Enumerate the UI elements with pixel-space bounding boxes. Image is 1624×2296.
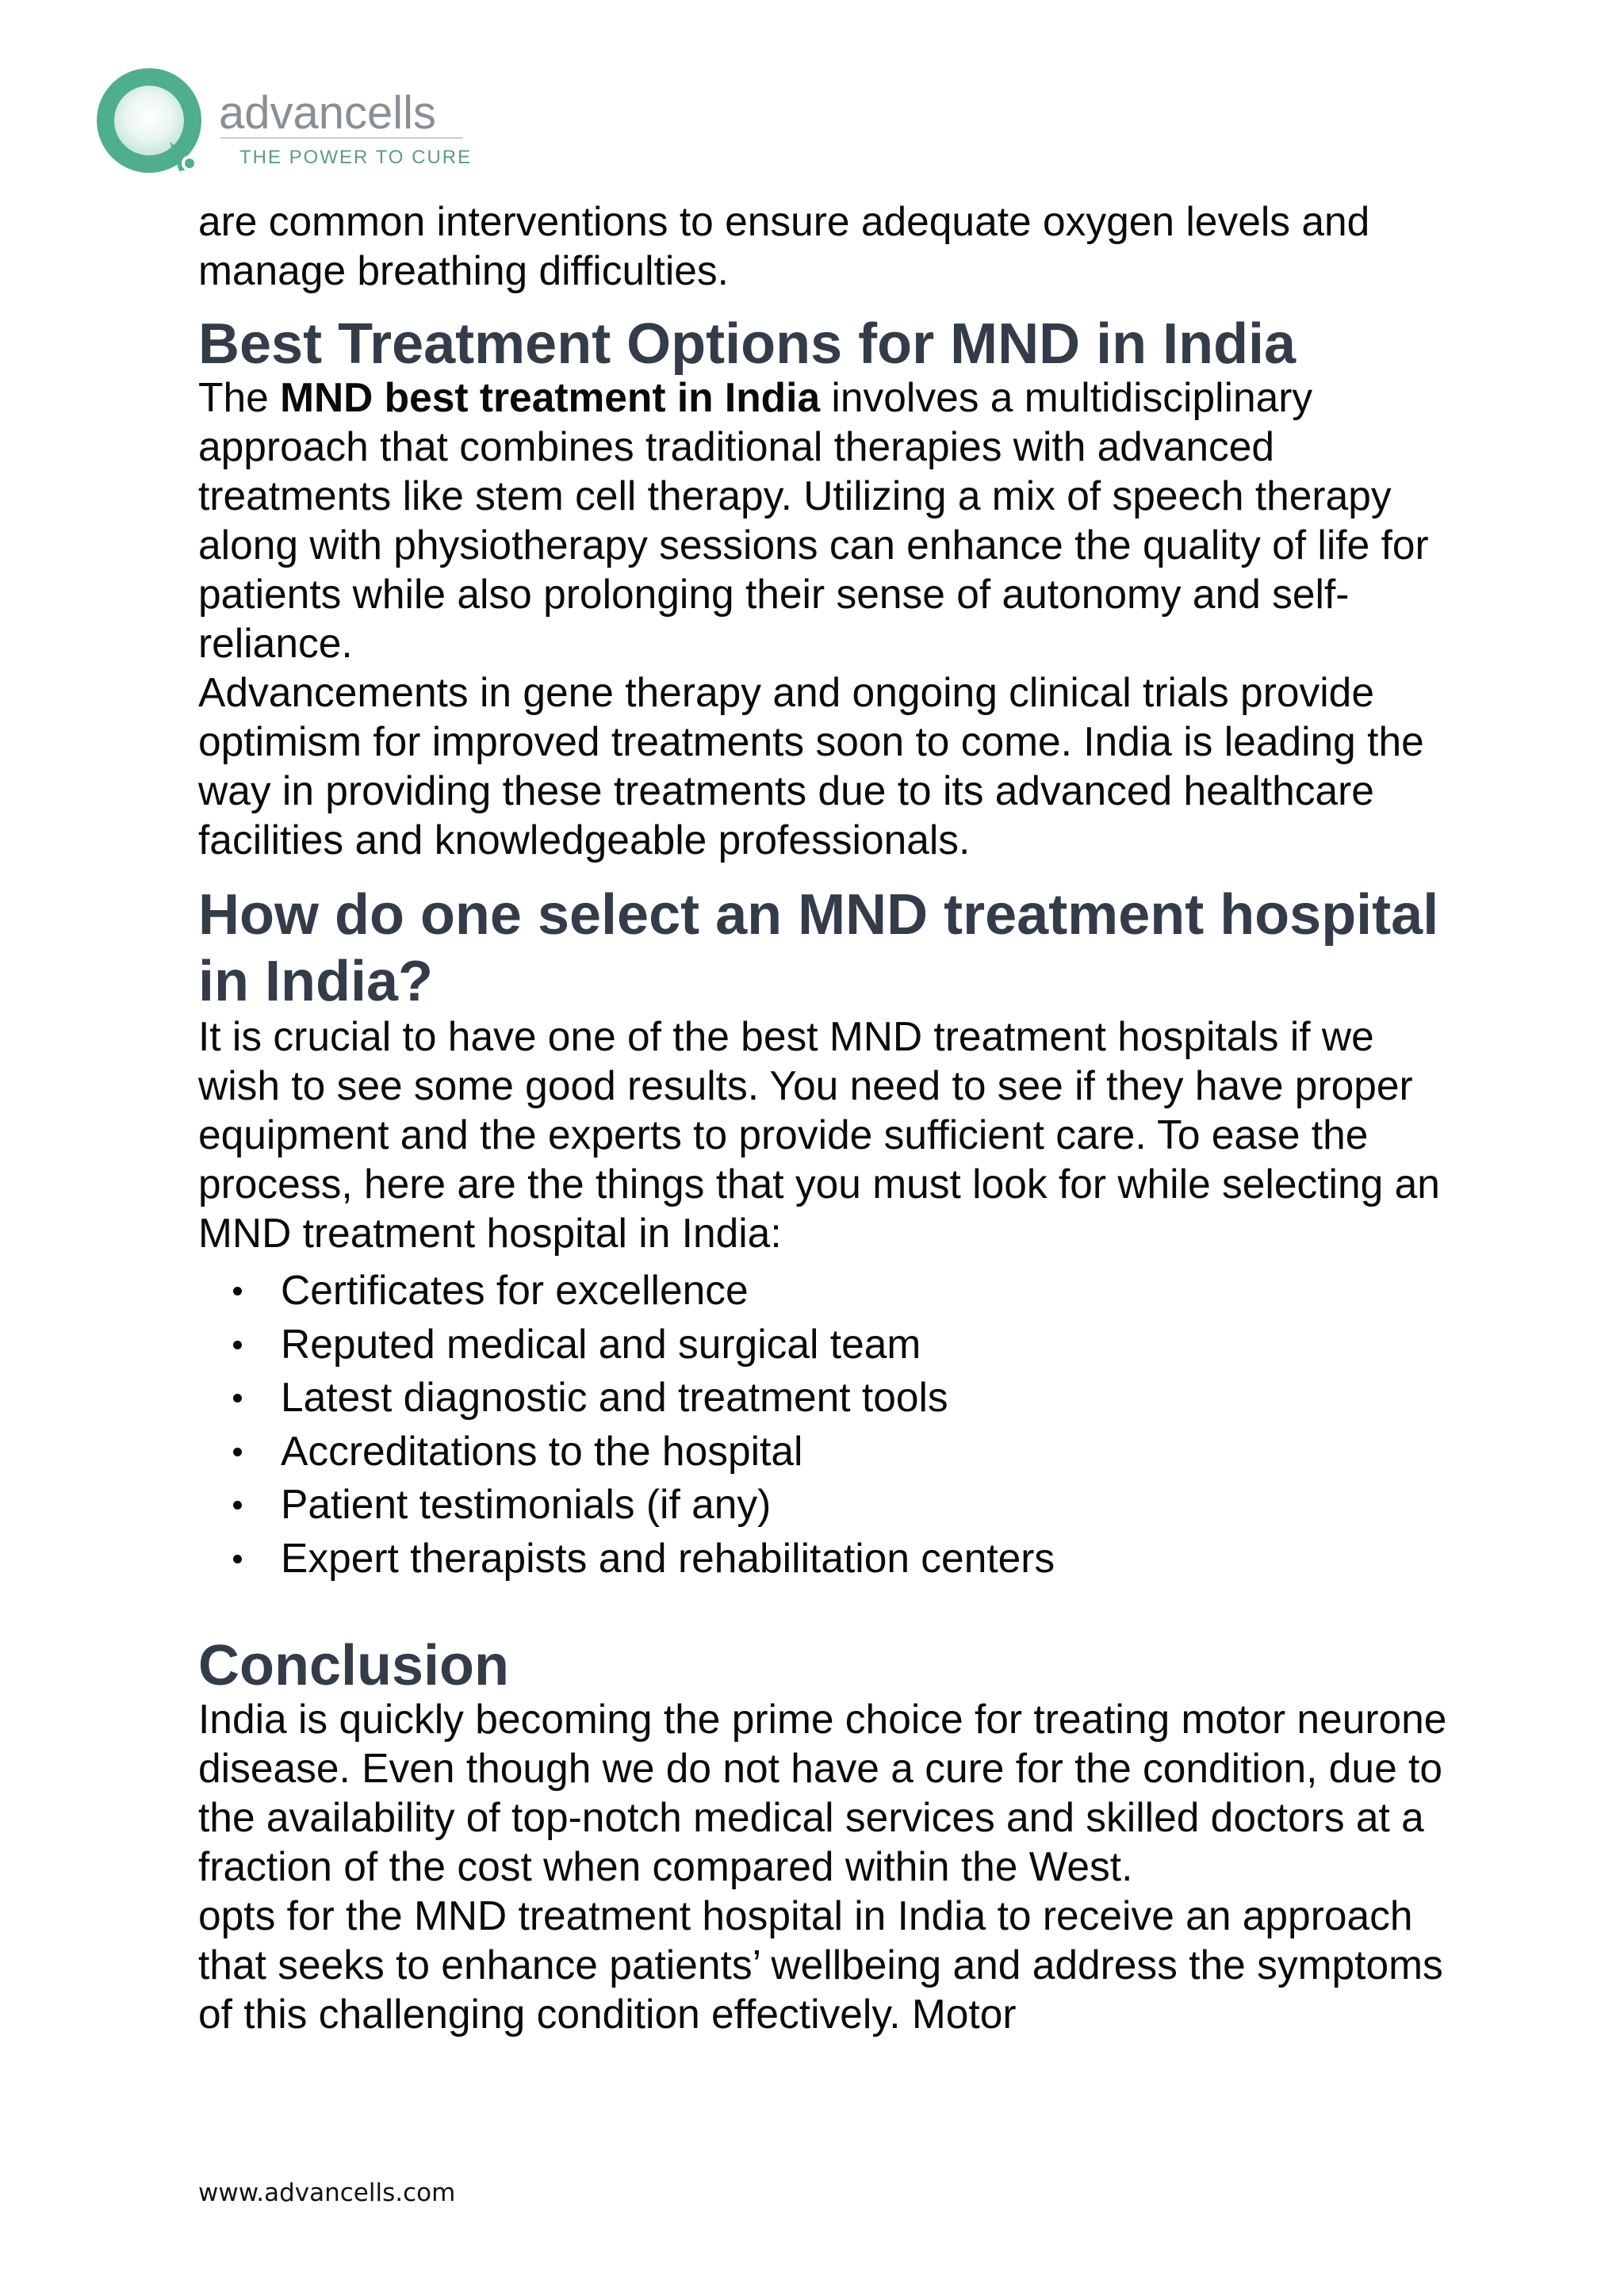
list-item (198, 1532, 1459, 1586)
list-item-text: Expert therapists and rehabilitation centers (281, 1534, 1055, 1581)
list-item (198, 1264, 1459, 1318)
list-item (198, 1371, 1459, 1425)
bullet-icon (233, 1448, 242, 1456)
logo-wordmark: advancells (219, 87, 437, 139)
advancells-logo-icon (94, 65, 474, 184)
bullet-icon (233, 1287, 242, 1295)
list-item (198, 1425, 1459, 1479)
heading-conclusion: Conclusion (198, 1634, 509, 1697)
list-item (198, 1318, 1459, 1372)
conclusion-paragraph-2: opts for the MND treatment hospital in India to receive an approach that seeks to enhance patients’ wellbeing and address the symptoms of this challenging condition effectively. Motor (198, 1892, 1443, 2037)
bullet-icon (233, 1501, 242, 1510)
list-item-text: Latest diagnostic and treatment tools (281, 1374, 948, 1420)
heading-select-hospital: How do one select an MND treatment hospital in India? (198, 883, 1439, 1013)
list-item-text: Accreditations to the hospital (281, 1427, 803, 1474)
best-treatment-paragraph-1 (198, 373, 1459, 668)
bullet-icon (233, 1555, 242, 1563)
select-hospital-paragraph: It is crucial to have one of the best MND treatment hospitals if we wish to see some good results. You need to see if they have proper equipment and the experts to provide sufficient care. To ease the process, here are the things that you must look for while selecting an MND treatment hospital in India: (198, 1013, 1440, 1256)
document-body (198, 197, 1459, 2038)
best-treatment-keyword: MND best treatment in India (280, 374, 821, 420)
conclusion-paragraph-1: India is quickly becoming the prime choice for treating motor neurone disease. Even though we do not have a cure for the condition, due to the availability of top-notch medical services and skilled doctors at a fraction of the cost when compared within the West. (198, 1696, 1447, 1889)
list-item-text: Certificates for excellence (281, 1267, 749, 1313)
footer-website-link[interactable]: www.advancells.com (198, 2179, 456, 2207)
list-item-text: Patient testimonials (if any) (281, 1481, 772, 1527)
hospital-criteria-list (198, 1264, 1459, 1585)
list-item-text: Reputed medical and surgical team (281, 1320, 921, 1367)
best-treatment-paragraph-2: Advancements in gene therapy and ongoing clinical trials provide optimism for improved treatments soon to come. India is leading the way in providing these treatments due to its advanced healthcare facilities and knowledgeable professionals. (198, 669, 1424, 863)
heading-best-treatment: Best Treatment Options for MND in India (198, 312, 1297, 376)
bullet-icon (233, 1394, 242, 1402)
logo-tagline: THE POWER TO CURE (239, 147, 473, 168)
bullet-icon (233, 1341, 242, 1349)
brand-logo (94, 65, 474, 184)
best-treatment-prefix: The (198, 374, 281, 420)
list-item (198, 1478, 1459, 1532)
intro-paragraph: are common interventions to ensure adequate oxygen levels and manage breathing difficulties. (198, 198, 1370, 293)
best-treatment-rest: involves a multidisciplinary approach that combines traditional therapies with advanced treatments like stem cell therapy. Utilizing a mix of speech therapy along with physiotherapy sessions can enhance the quality of life for patients while also prolonging their sense of autonomy and self-reliance. (198, 374, 1429, 666)
